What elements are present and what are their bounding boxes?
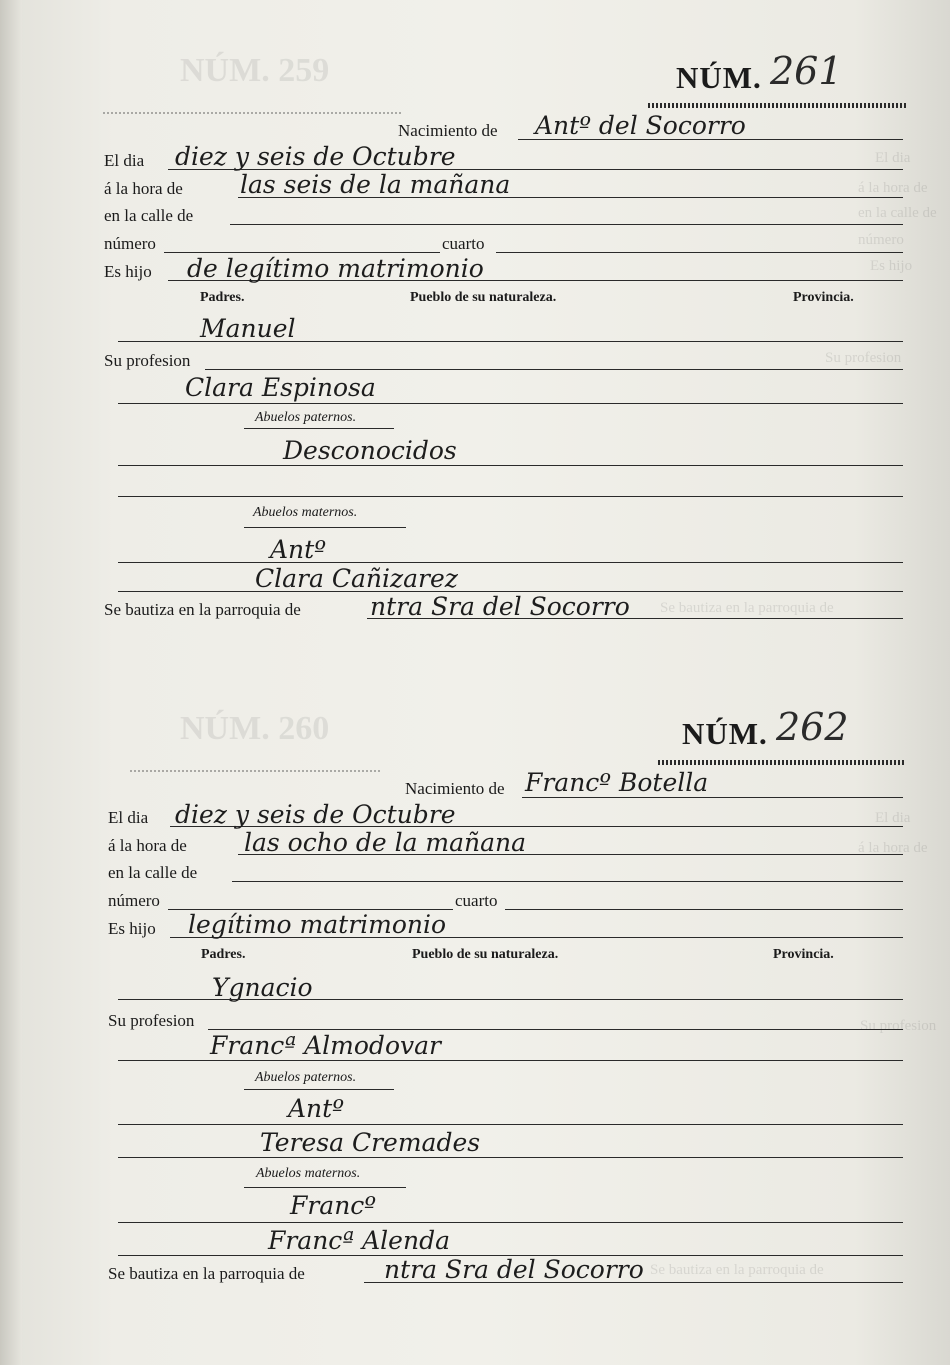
hora-label: á la hora de [104, 179, 183, 198]
madre-line [118, 1060, 903, 1061]
dia-label: El dia [104, 151, 145, 170]
nacimiento-label: Nacimiento de [398, 121, 498, 140]
dotted-separator [103, 112, 403, 114]
bleed-through-text: Se bautiza en la parroquia de [660, 600, 834, 616]
hijo-value: de legítimo matrimonio [187, 254, 484, 283]
madre-line [118, 403, 903, 404]
pueblo-header: Pueblo de su naturaleza. [410, 290, 557, 305]
abuelos-maternos-label: Abuelos maternos. [253, 505, 358, 520]
abuelos-maternos-line-1 [118, 1222, 903, 1223]
abuelos-maternos-value-1: Antº [270, 535, 326, 564]
madre-value: Clara Espinosa [185, 373, 376, 402]
hijo-label: Es hijo [108, 919, 156, 938]
abuelos-maternos-rule [244, 527, 406, 528]
parroquia-label: Se bautiza en la parroquia de [108, 1264, 305, 1283]
bleed-through-text: número [858, 232, 904, 248]
dia-label: El dia [108, 808, 149, 827]
calle-label: en la calle de [104, 206, 194, 225]
padre-line [118, 341, 903, 342]
numero-label: número [104, 234, 156, 253]
abuelos-maternos-value-1: Francº [290, 1191, 377, 1220]
abuelos-maternos-value-2: Francª Alenda [268, 1226, 450, 1255]
nacimiento-value: Antº del Socorro [535, 111, 746, 140]
parroquia-value: ntra Sra del Socorro [370, 592, 630, 621]
abuelos-paternos-value-1: Antº [288, 1094, 344, 1123]
cuarto-label: cuarto [455, 891, 498, 910]
bleed-through-number: NÚM. 260 [180, 710, 330, 747]
profesion-label: Su profesion [104, 351, 191, 370]
dia-value: diez y seis de Octubre [175, 800, 456, 829]
abuelos-paternos-line-1 [118, 1124, 903, 1125]
provincia-header: Provincia. [793, 290, 854, 305]
abuelos-paternos-rule [244, 428, 394, 429]
bleed-through-text: El dia [875, 150, 911, 166]
abuelos-maternos-label: Abuelos maternos. [256, 1166, 361, 1181]
profesion-label: Su profesion [108, 1011, 195, 1030]
abuelos-paternos-line-1 [118, 465, 903, 466]
nacimiento-line [522, 797, 903, 798]
nacimiento-value: Francº Botella [525, 768, 709, 797]
calle-label: en la calle de [108, 863, 198, 882]
record-number-value: 261 [770, 49, 843, 93]
cuarto-line [505, 909, 903, 910]
dia-value: diez y seis de Octubre [175, 142, 456, 171]
numero-line [164, 252, 440, 253]
hijo-value: legítimo matrimonio [188, 910, 447, 939]
padre-line [118, 999, 903, 1000]
record-number-label: NÚM. [676, 60, 762, 95]
abuelos-paternos-label: Abuelos paternos. [255, 410, 357, 425]
numero-label: número [108, 891, 160, 910]
calle-line [232, 881, 903, 882]
abuelos-maternos-line-1 [118, 562, 903, 563]
madre-value: Francª Almodovar [210, 1031, 441, 1060]
bleed-through-text: á la hora de [858, 840, 928, 856]
bleed-through-text: Es hijo [870, 258, 913, 274]
number-underline [648, 103, 906, 108]
abuelos-maternos-value-2: Clara Cañizarez [255, 564, 458, 593]
abuelos-paternos-value: Desconocidos [283, 436, 457, 465]
bleed-through-text: á la hora de [858, 180, 928, 196]
provincia-header: Provincia. [773, 947, 834, 962]
bleed-through-text: Su profesion [860, 1018, 937, 1034]
bleed-through-text: El dia [875, 810, 911, 826]
bleed-through-text: Se bautiza en la parroquia de [650, 1262, 824, 1278]
padres-header: Padres. [200, 290, 245, 305]
hora-value: las seis de la mañana [240, 170, 511, 199]
nacimiento-label: Nacimiento de [405, 779, 505, 798]
parroquia-label: Se bautiza en la parroquia de [104, 600, 301, 619]
padres-header: Padres. [201, 947, 246, 962]
bleed-through-text: en la calle de [858, 205, 937, 221]
abuelos-paternos-line-2 [118, 496, 903, 497]
cuarto-line [496, 252, 903, 253]
bleed-through-text: Su profesion [825, 350, 902, 366]
abuelos-paternos-value-2: Teresa Cremades [260, 1128, 481, 1157]
calle-line [230, 224, 903, 225]
record-number-label: NÚM. [682, 716, 768, 751]
pueblo-header: Pueblo de su naturaleza. [412, 947, 559, 962]
record-number-value: 262 [776, 705, 849, 749]
cuarto-label: cuarto [442, 234, 485, 253]
padre-value: Ygnacio [212, 973, 313, 1002]
bleed-through-number: NÚM. 259 [180, 52, 330, 89]
parroquia-value: ntra Sra del Socorro [384, 1255, 644, 1284]
hijo-label: Es hijo [104, 262, 152, 281]
abuelos-maternos-rule [244, 1187, 406, 1188]
hora-value: las ocho de la mañana [244, 828, 527, 857]
hora-label: á la hora de [108, 836, 187, 855]
binding-fold [0, 0, 22, 1365]
number-underline [658, 760, 906, 765]
dotted-separator [130, 770, 380, 772]
profesion-line [208, 1029, 903, 1030]
padre-value: Manuel [200, 314, 296, 343]
abuelos-paternos-line-2 [118, 1157, 903, 1158]
abuelos-paternos-label: Abuelos paternos. [255, 1070, 357, 1085]
abuelos-paternos-rule [244, 1089, 394, 1090]
profesion-line [205, 369, 903, 370]
